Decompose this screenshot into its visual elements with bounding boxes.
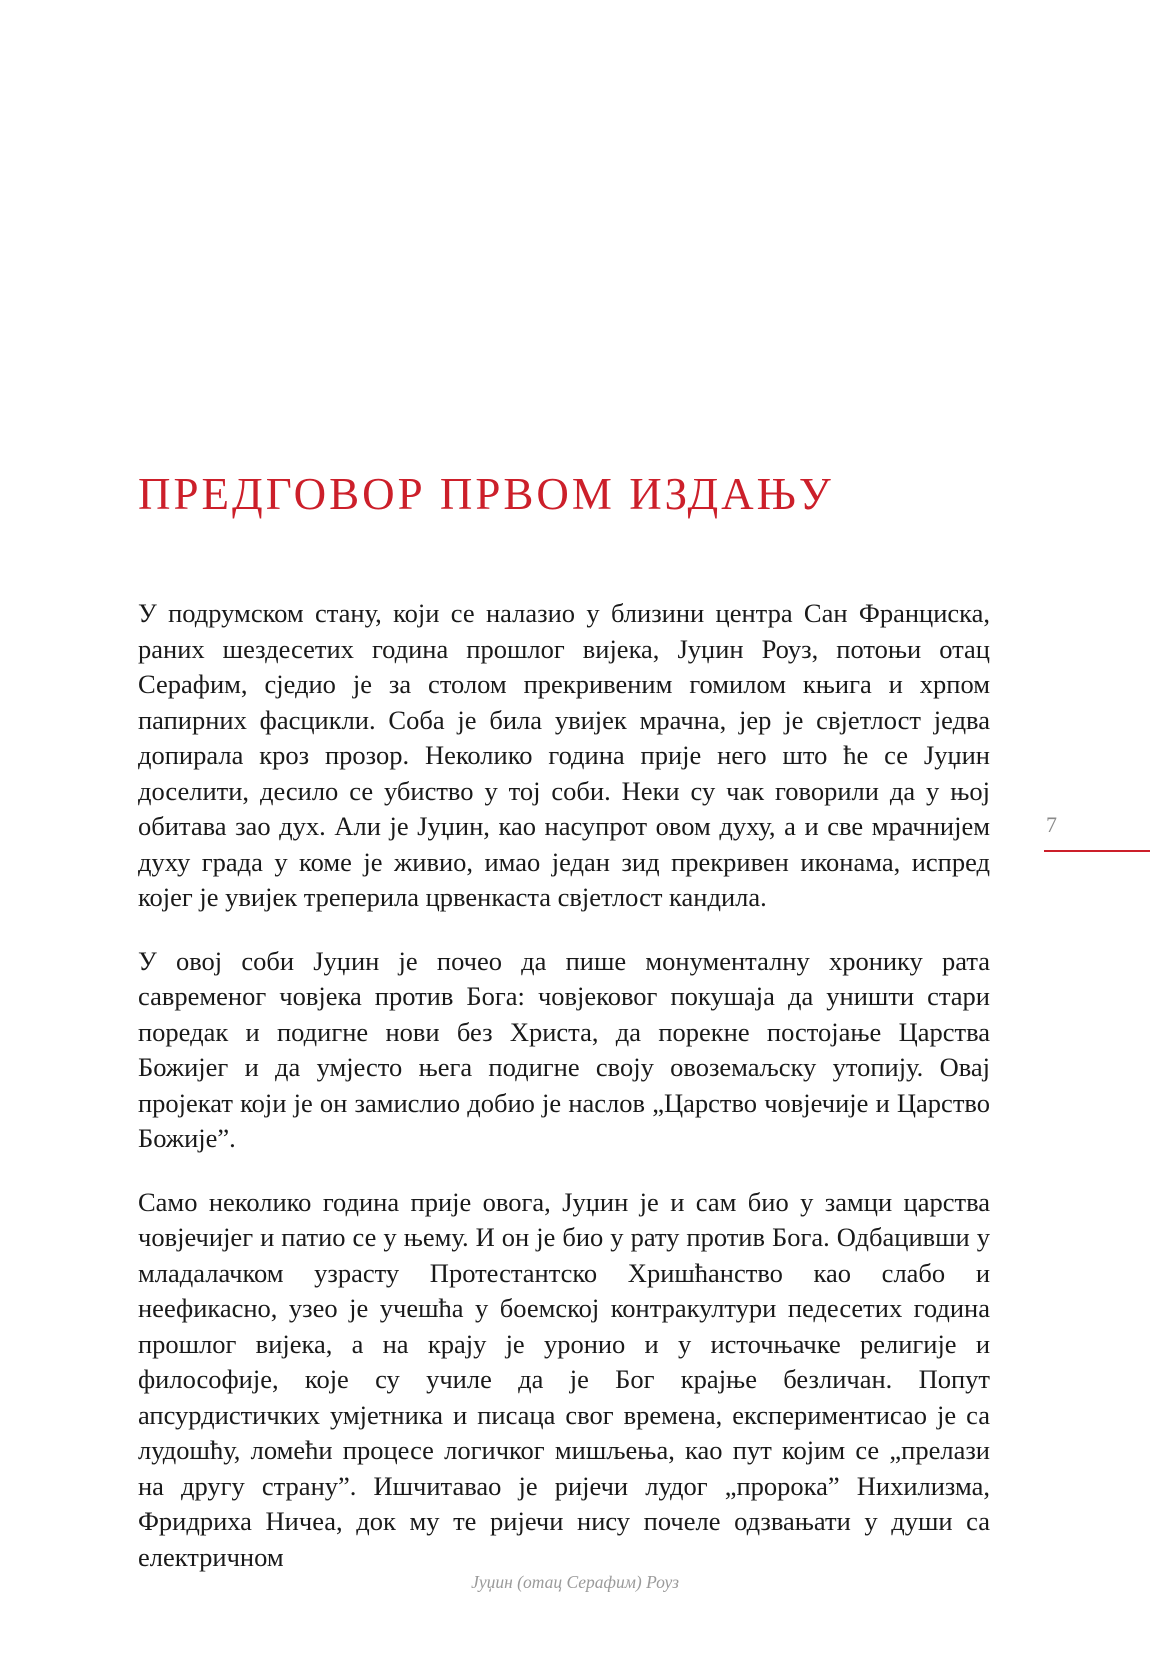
margin-rule xyxy=(1044,850,1150,852)
chapter-title: ПРЕДГОВОР ПРВОМ ИЗДАЊУ xyxy=(138,469,834,519)
running-footer: Јуџин (отац Серафим) Роуз xyxy=(471,1572,679,1592)
paragraph-2: У овој соби Јуџин је почео да пише монументалну хронику рата савременог човјека против Бога: човјековог покушаја да уништи стари поредак и подигне нови без Христа, да порекне постојање Царства Божијег и да умјесто њега подигне своју овоземаљску утопију. Овај пројекат који је он замислио добио је наслов „Царство човјечије и Царство Божије”. xyxy=(138,945,990,1153)
paragraph-1: У подрумском стану, који се налазио у близини центра Сан Франциска, раних шездесетих година прошлог вијека, Јуџин Роуз, потоњи отац Серафим, сједио је за столом прекривеним гомилом књига и хрпом папирних фасцикли. Соба је била увијек мрачна, јер је свјетлост једва допирала кроз прозор. Неколико година прије него што ће се Јуџин доселити, десило се убиство у тој соби. Неки су чак говорили да у њој обитава зао дух. Али је Јуџин, као насупрот овом духу, а и све мрачнијем духу града у коме је живио, имао један зид прекривен иконама, испред којег је увијек треперила црвенкаста свјетлост кандила. xyxy=(138,598,990,912)
body-text xyxy=(138,596,990,1603)
page-number: 7 xyxy=(1046,812,1057,837)
paragraph-3: Само неколико година прије овога, Јуџин је и сам био у замци царства човјечијег и патио се у њему. И он је био у рату против Бога. Одбацивши у младалачком узрасту Протестантско Хришћанство као слабо и неефикасно, узео је учешћа у боемској контракултури педесетих година прошлог вијека, а на крају је уронио и у источњачке религије и философије, које су училе да је Бог крајње безличан. Попут апсурдистичких умјетника и писаца свог времена, експериментисао је са лудошћу, ломећи процесе логичког мишљења, као пут којим се „прелази на другу страну”. Ишчитавао је ријечи лудог „пророка” Нихилизма, Фридриха Ничеа, док му те ријечи нису почеле одзвањати у души са електричном xyxy=(138,1186,990,1572)
